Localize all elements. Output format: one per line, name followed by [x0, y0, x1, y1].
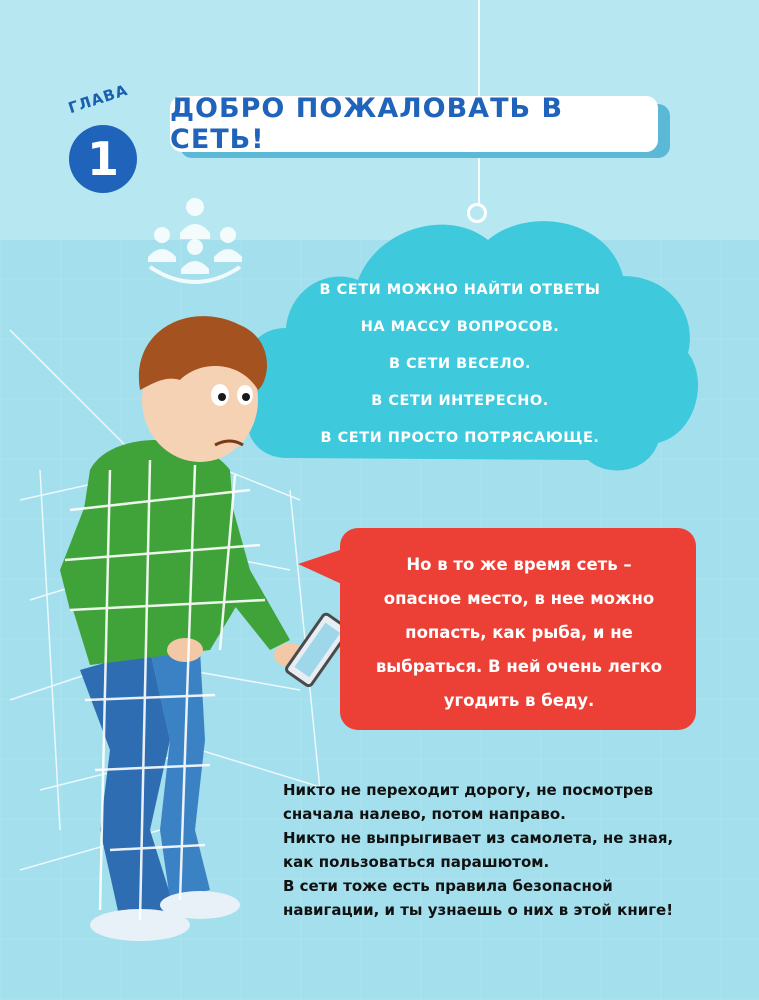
- cloud-line: В СЕТИ МОЖНО НАЙТИ ОТВЕТЫ: [319, 282, 601, 298]
- speech-bubble-tail: [298, 548, 346, 586]
- body-paragraph: [283, 778, 723, 922]
- body-line: Никто не выпрыгивает из самолета, не зная,: [283, 829, 674, 847]
- bubble-line: выбраться. В ней очень легко: [375, 657, 663, 676]
- body-line: как пользоваться парашютом.: [283, 853, 550, 871]
- body-line: сначала налево, потом направо.: [283, 805, 566, 823]
- cloud-hook-icon: [467, 203, 487, 223]
- bubble-line: попасть, как рыба, и не: [405, 623, 633, 642]
- body-line: навигации, и ты узнаешь о них в этой книге!: [283, 901, 674, 919]
- bubble-line: опасное место, в нее можно: [383, 589, 655, 608]
- speech-bubble-text: [352, 548, 686, 718]
- body-line: В сети тоже есть правила безопасной: [283, 877, 613, 895]
- bubble-line: Но в то же время сеть –: [406, 555, 632, 574]
- chapter-number-badge: 1: [69, 125, 137, 193]
- title-banner: [170, 93, 658, 155]
- bubble-line: угодить в беду.: [443, 691, 595, 710]
- cloud-line: В СЕТИ ПРОСТО ПОТРЯСАЮЩЕ.: [320, 430, 600, 446]
- page-title: ДОБРО ПОЖАЛОВАТЬ В СЕТЬ!: [170, 93, 564, 155]
- cloud-line: В СЕТИ ВЕСЕЛО.: [388, 356, 532, 372]
- cloud-line: НА МАССУ ВОПРОСОВ.: [360, 319, 560, 335]
- body-line: Никто не переходит дорогу, не посмотрев: [283, 781, 654, 799]
- chapter-label-text: ГЛАВА: [66, 80, 131, 118]
- cloud-line: В СЕТИ ИНТЕРЕСНО.: [371, 393, 549, 409]
